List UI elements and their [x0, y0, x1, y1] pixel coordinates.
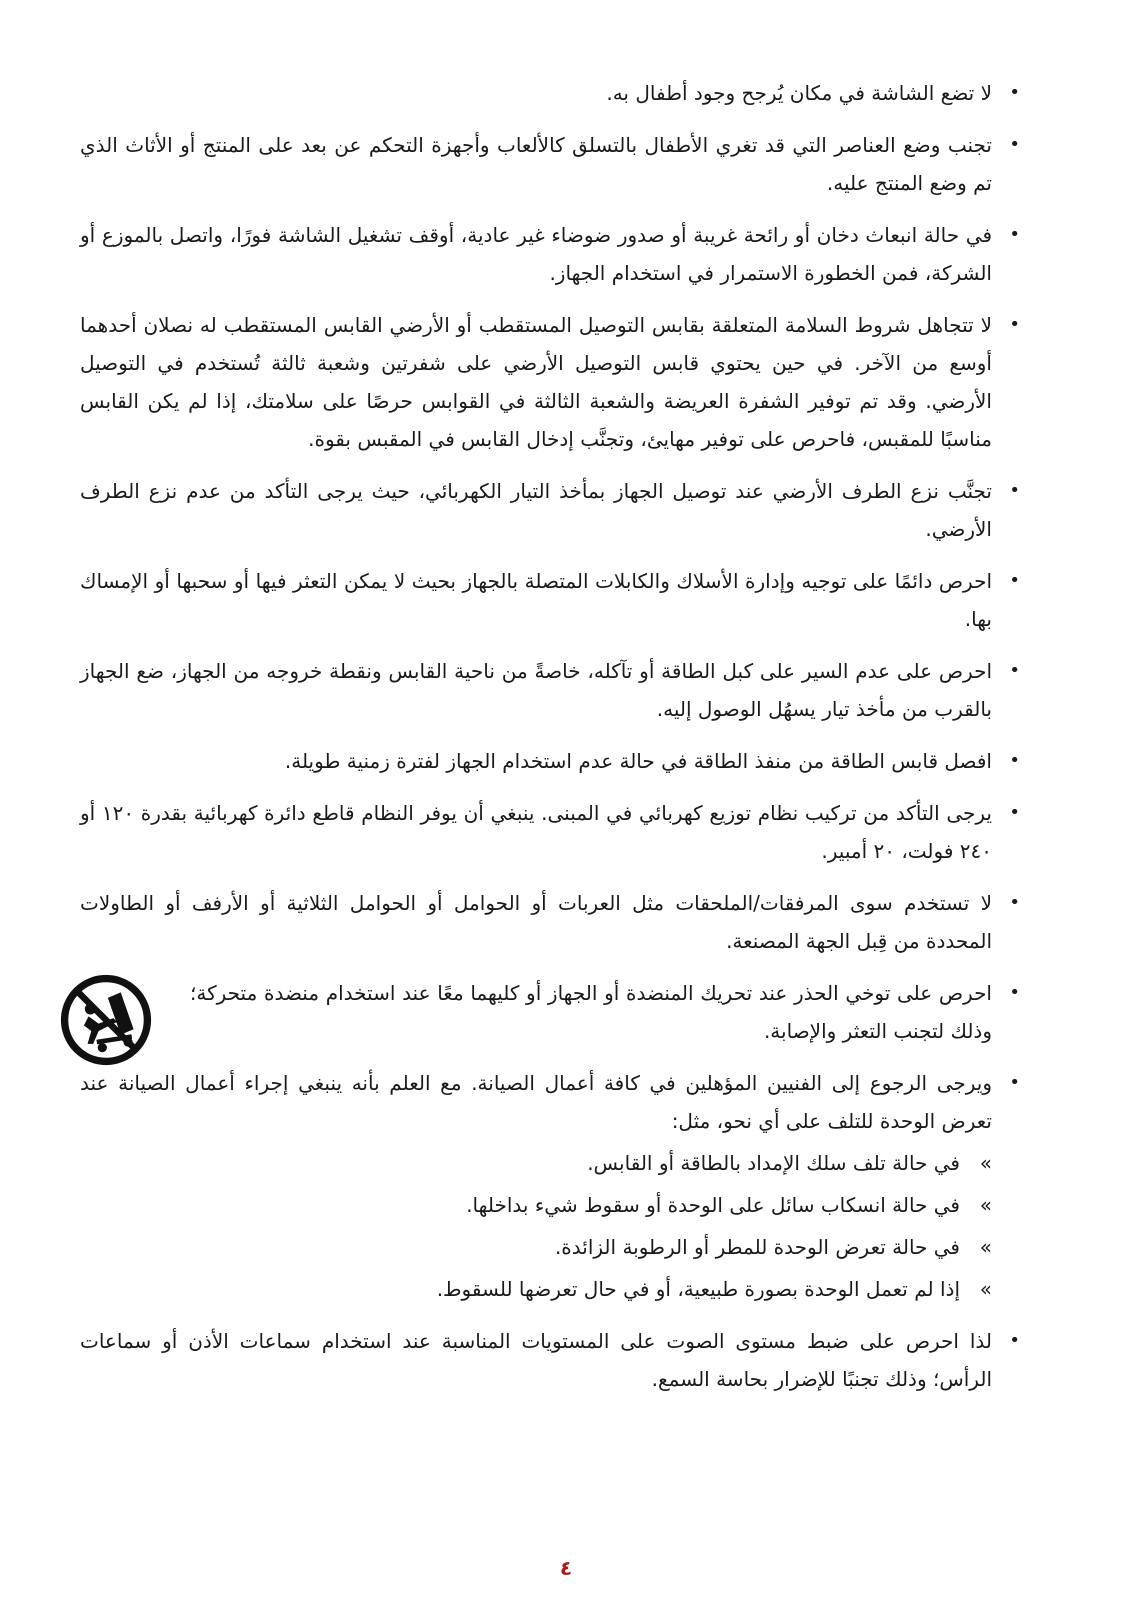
list-item [80, 472, 1020, 548]
sub-list-item [80, 1186, 992, 1224]
safety-bullet-list [80, 74, 1020, 1398]
sub-list-item-text: في حالة تلف سلك الإمداد بالطاقة أو القابس. [587, 1151, 960, 1175]
sub-bullet-marker: » [979, 1235, 992, 1259]
page-number: ٤ [559, 1556, 573, 1580]
list-item-text: لا تتجاهل شروط السلامة المتعلقة بقابس التوصيل المستقطب أو الأرضي القابس المستقطب له نصلان أحدهما أوسع من الآخر. في حين يحتوي قابس التوصيل الأرضي على شفرتين وشعبة ثالثة تُستخدم في التوصيل الأرضي. وقد تم توفير الشفرة العريضة والشعبة الثالثة في القوابس حرصًا على سلامتك، إذا لم يكن القابس مناسبًا للمقبس، فاحرص على توفير مهايئ، وتجنَّب إدخال القابس في المقبس بقوة. [80, 313, 992, 451]
list-item-text: احرص دائمًا على توجيه وإدارة الأسلاك والكابلات المتصلة بالجهاز بحيث لا يمكن التعثر فيها أو سحبها أو الإمساك بها. [80, 569, 992, 631]
bullet-marker: • [1009, 570, 1020, 591]
sub-list-item [80, 1270, 992, 1308]
list-item-text: لذا احرص على ضبط مستوى الصوت على المستويات المناسبة عند استخدام سماعات الأذن أو سماعات الرأس؛ وذلك تجنبًا للإضرار بحاسة السمع. [80, 1329, 992, 1391]
list-item [80, 562, 1020, 638]
list-item [80, 126, 1020, 202]
bullet-marker: • [1009, 750, 1020, 771]
list-item-text: احرص على عدم السير على كبل الطاقة أو تآكله، خاصةً من ناحية القابس ونقطة خروجه من الجهاز، ضع الجهاز بالقرب من مأخذ تيار يسهُل الوصول إليه. [80, 659, 992, 721]
sub-list-item-text: في حالة انسكاب سائل على الوحدة أو سقوط شيء بداخلها. [466, 1193, 960, 1217]
list-item [80, 652, 1020, 728]
sub-bullet-marker: » [979, 1277, 992, 1301]
list-item [80, 1064, 1020, 1308]
bullet-marker: • [1009, 1072, 1020, 1093]
document-page [80, 74, 1020, 1412]
list-item [80, 974, 1020, 1050]
sub-list-item-text: إذا لم تعمل الوحدة بصورة طبيعية، أو في حال تعرضها للسقوط. [436, 1277, 960, 1301]
list-item [80, 216, 1020, 292]
bullet-marker: • [1009, 802, 1020, 823]
sub-list-item [80, 1228, 992, 1266]
list-item [80, 1322, 1020, 1398]
list-item-text: لا تضع الشاشة في مكان يُرجح وجود أطفال به. [606, 81, 992, 105]
list-item-text: ويرجى الرجوع إلى الفنيين المؤهلين في كافة أعمال الصيانة. مع العلم بأنه ينبغي إجراء أعمال الصيانة عند تعرض الوحدة للتلف على أي نحو، مثل: [80, 1071, 992, 1133]
list-item [80, 742, 1020, 780]
sub-list-item-text: في حالة تعرض الوحدة للمطر أو الرطوبة الزائدة. [554, 1235, 960, 1259]
bullet-marker: • [1009, 82, 1020, 103]
bullet-marker: • [1009, 982, 1020, 1003]
bullet-marker: • [1009, 1330, 1020, 1351]
list-item-text: في حالة انبعاث دخان أو رائحة غريبة أو صدور ضوضاء غير عادية، أوقف تشغيل الشاشة فورًا، واتصل بالموزع أو الشركة، فمن الخطورة الاستمرار في استخدام الجهاز. [80, 223, 992, 285]
list-item-text: يرجى التأكد من تركيب نظام توزيع كهربائي في المبنى. ينبغي أن يوفر النظام قاطع دائرة كهربائية بقدرة ١٢٠ أو ٢٤٠ فولت، ٢٠ أمبير. [80, 801, 992, 863]
list-item-text: لا تستخدم سوى المرفقات/الملحقات مثل العربات أو الحوامل أو الحوامل الثلاثية أو الأرفف أو الطاولات المحددة من قِبل الجهة المصنعة. [80, 891, 992, 953]
sub-bullet-marker: » [979, 1151, 992, 1175]
sub-bullet-marker: » [979, 1193, 992, 1217]
list-item [80, 306, 1020, 458]
list-item-text: تجنَّب نزع الطرف الأرضي عند توصيل الجهاز بمأخذ التيار الكهربائي، حيث يرجى التأكد من عدم نزع الطرف الأرضي. [80, 479, 992, 541]
list-item-text: تجنب وضع العناصر التي قد تغري الأطفال بالتسلق كالألعاب وأجهزة التحكم عن بعد على المنتج أو الأثاث الذي تم وضع المنتج عليه. [80, 133, 992, 195]
list-item [80, 884, 1020, 960]
bullet-marker: • [1009, 314, 1020, 335]
bullet-marker: • [1009, 134, 1020, 155]
list-item [80, 74, 1020, 112]
service-conditions-sublist [80, 1144, 992, 1308]
cart-tip-over-warning-icon [60, 974, 152, 1066]
list-item-text: افصل قابس الطاقة من منفذ الطاقة في حالة عدم استخدام الجهاز لفترة زمنية طويلة. [284, 749, 992, 773]
list-item-text: احرص على توخي الحذر عند تحريك المنضدة أو الجهاز أو كليهما معًا عند استخدام منضدة متحركة؛ وذلك لتجنب التعثر والإصابة. [190, 981, 992, 1043]
bullet-marker: • [1009, 892, 1020, 913]
list-item [80, 794, 1020, 870]
bullet-marker: • [1009, 480, 1020, 501]
sub-list-item [80, 1144, 992, 1182]
bullet-marker: • [1009, 224, 1020, 245]
bullet-marker: • [1009, 660, 1020, 681]
